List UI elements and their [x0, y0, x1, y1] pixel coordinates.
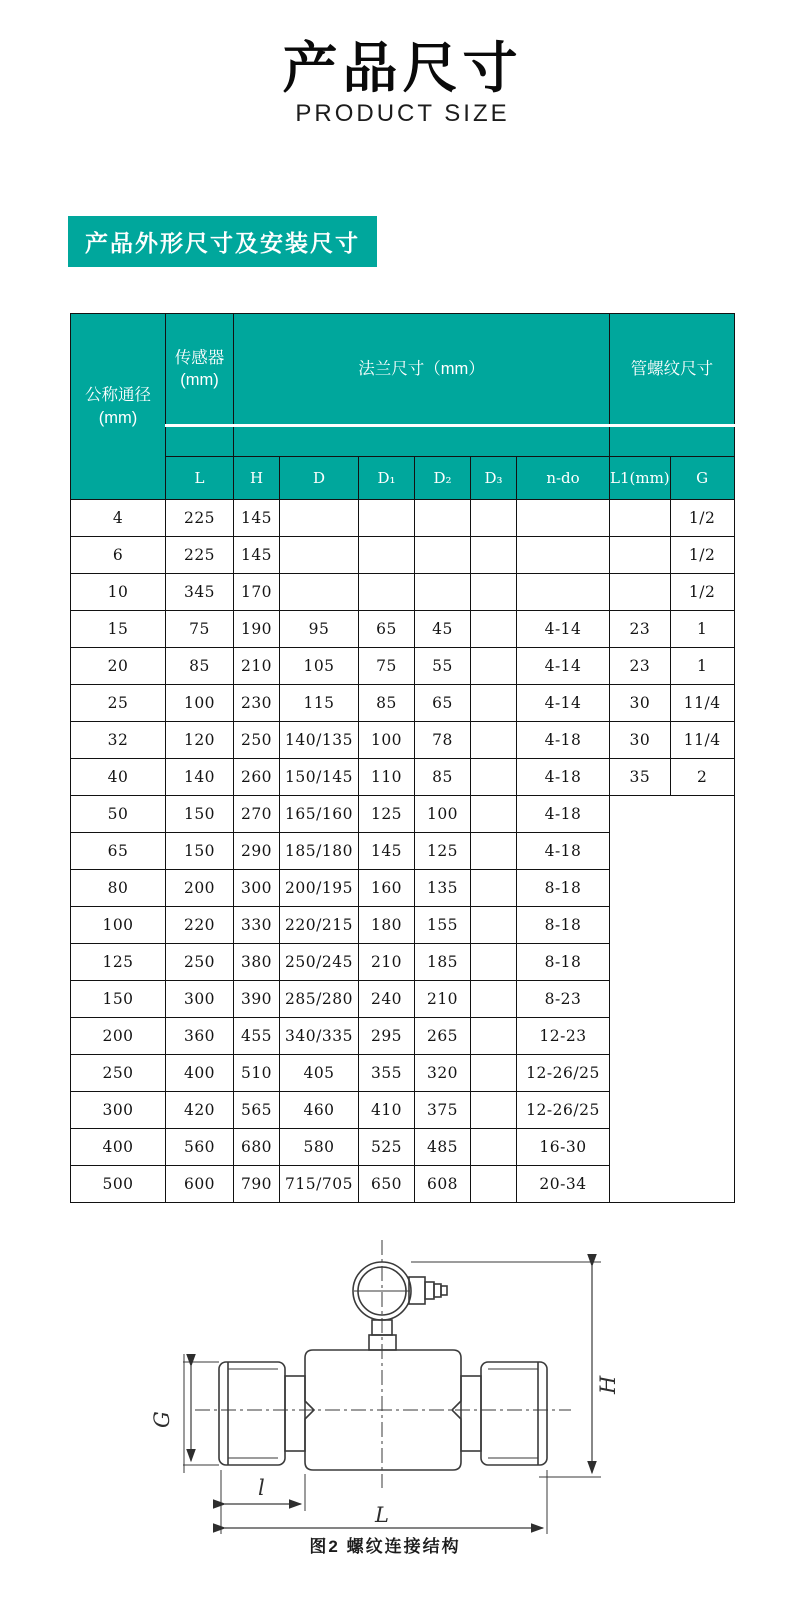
table-cell: 410: [359, 1092, 415, 1129]
header-sensor-label: 传感器: [174, 348, 225, 367]
table-cell: 4-18: [517, 833, 610, 870]
table-cell: 220: [166, 907, 234, 944]
table-cell: 100: [415, 796, 471, 833]
table-cell: 185: [415, 944, 471, 981]
table-cell: 380: [234, 944, 280, 981]
table-cell: 30: [610, 685, 671, 722]
table-cell: 150: [166, 796, 234, 833]
header-flange-group: 法兰尺寸（mm）: [234, 314, 610, 426]
table-cell: [610, 537, 671, 574]
table-cell: 10: [71, 574, 166, 611]
table-cell: 12-26/25: [517, 1055, 610, 1092]
table-cell: 230: [234, 685, 280, 722]
table-cell: 4-18: [517, 796, 610, 833]
table-cell: 11/4: [670, 685, 734, 722]
table-cell: 8-18: [517, 944, 610, 981]
table-cell: 100: [71, 907, 166, 944]
table-cell: 95: [280, 611, 359, 648]
table-spacer-row: [71, 426, 735, 457]
spacer-cell: [234, 426, 610, 457]
table-cell: [471, 1166, 517, 1203]
column-header-D1: D₁: [359, 457, 415, 500]
table-cell: 600: [166, 1166, 234, 1203]
table-cell: 330: [234, 907, 280, 944]
table-cell: 405: [280, 1055, 359, 1092]
table-cell: 210: [415, 981, 471, 1018]
table-cell: 85: [415, 759, 471, 796]
table-cell: 165/160: [280, 796, 359, 833]
table-cell: 50: [71, 796, 166, 833]
table-cell: 265: [415, 1018, 471, 1055]
left-nipple: [285, 1376, 305, 1451]
table-cell: 100: [359, 722, 415, 759]
table-cell: 270: [234, 796, 280, 833]
table-cell: [415, 537, 471, 574]
table-cell: 250: [166, 944, 234, 981]
table-cell: 140: [166, 759, 234, 796]
table-cell: 1/2: [670, 537, 734, 574]
table-cell: 355: [359, 1055, 415, 1092]
table-cell: 190: [234, 611, 280, 648]
table-cell: 225: [166, 537, 234, 574]
header-nominal-diameter-label: 公称通径: [85, 386, 151, 405]
table-row: [71, 685, 735, 722]
flow-meter-diagram: [143, 1232, 623, 1562]
table-cell: 8-23: [517, 981, 610, 1018]
table-cell: 150: [71, 981, 166, 1018]
table-cell: 200: [71, 1018, 166, 1055]
table-cell: 1: [670, 648, 734, 685]
table-cell: [359, 500, 415, 537]
table-cell: [471, 722, 517, 759]
table-cell: 115: [280, 685, 359, 722]
table-cell: 250: [234, 722, 280, 759]
table-cell: 150: [166, 833, 234, 870]
table-cell: 32: [71, 722, 166, 759]
table-cell: [610, 500, 671, 537]
table-cell: [517, 500, 610, 537]
table-cell: 790: [234, 1166, 280, 1203]
column-header-n-do: n-do: [517, 457, 610, 500]
table-cell: 210: [359, 944, 415, 981]
table-cell: 650: [359, 1166, 415, 1203]
right-nipple: [461, 1376, 481, 1451]
table-cell: 45: [415, 611, 471, 648]
table-cell: 295: [359, 1018, 415, 1055]
table-cell: 360: [166, 1018, 234, 1055]
table-cell: 200/195: [280, 870, 359, 907]
table-cell: [517, 537, 610, 574]
dim-label-l: l: [258, 1476, 265, 1500]
table-cell: 455: [234, 1018, 280, 1055]
table-cell: 400: [71, 1129, 166, 1166]
table-cell: 4-14: [517, 611, 610, 648]
table-cell: 250/245: [280, 944, 359, 981]
table-cell: 250: [71, 1055, 166, 1092]
table-row: [71, 722, 735, 759]
table-cell: [471, 907, 517, 944]
table-cell: 160: [359, 870, 415, 907]
table-cell: 220/215: [280, 907, 359, 944]
merged-empty-cell: [610, 796, 735, 1203]
table-cell: 185/180: [280, 833, 359, 870]
table-cell: 420: [166, 1092, 234, 1129]
column-header-D3: D₃: [471, 457, 517, 500]
table-cell: 12-23: [517, 1018, 610, 1055]
right-threaded-fitting: [481, 1362, 547, 1465]
table-cell: [471, 1055, 517, 1092]
table-cell: 170: [234, 574, 280, 611]
table-cell: [471, 685, 517, 722]
table-cell: [471, 574, 517, 611]
column-header-D2: D₂: [415, 457, 471, 500]
table-cell: 560: [166, 1129, 234, 1166]
table-cell: 65: [359, 611, 415, 648]
table-cell: 150/145: [280, 759, 359, 796]
table-cell: 25: [71, 685, 166, 722]
table-cell: 65: [71, 833, 166, 870]
table-cell: 80: [71, 870, 166, 907]
table-cell: 15: [71, 611, 166, 648]
table-row: [71, 500, 735, 537]
table-cell: 565: [234, 1092, 280, 1129]
table-cell: 460: [280, 1092, 359, 1129]
table-cell: 145: [234, 500, 280, 537]
column-header-D: D: [280, 457, 359, 500]
table-cell: [415, 574, 471, 611]
table-cell: 40: [71, 759, 166, 796]
table-cell: [471, 1092, 517, 1129]
table-cell: 8-18: [517, 870, 610, 907]
table-cell: 140/135: [280, 722, 359, 759]
table-cell: 6: [71, 537, 166, 574]
figure-threaded-connection: [143, 1232, 627, 1562]
table-cell: 225: [166, 500, 234, 537]
table-cell: 145: [234, 537, 280, 574]
table-cell: [471, 648, 517, 685]
header-sensor-unit: (mm): [180, 371, 219, 389]
table-cell: 525: [359, 1129, 415, 1166]
table-cell: 390: [234, 981, 280, 1018]
table-cell: 4-18: [517, 722, 610, 759]
table-cell: [471, 981, 517, 1018]
table-cell: 11/4: [670, 722, 734, 759]
table-cell: [415, 500, 471, 537]
table-cell: 715/705: [280, 1166, 359, 1203]
table-cell: 35: [610, 759, 671, 796]
table-cell: 260: [234, 759, 280, 796]
table-cell: [280, 537, 359, 574]
table-cell: 300: [71, 1092, 166, 1129]
table-cell: [471, 500, 517, 537]
table-cell: 580: [280, 1129, 359, 1166]
table-cell: 500: [71, 1166, 166, 1203]
table-cell: 145: [359, 833, 415, 870]
table-cell: 320: [415, 1055, 471, 1092]
table-cell: 400: [166, 1055, 234, 1092]
table-cell: 125: [415, 833, 471, 870]
table-cell: [471, 1018, 517, 1055]
table-cell: 240: [359, 981, 415, 1018]
table-cell: 4-14: [517, 648, 610, 685]
table-cell: 155: [415, 907, 471, 944]
table-cell: [471, 537, 517, 574]
column-header-L1: L1(mm): [610, 457, 671, 500]
header-nominal-diameter: [71, 314, 166, 500]
table-cell: 375: [415, 1092, 471, 1129]
table-cell: 23: [610, 648, 671, 685]
table-cell: 180: [359, 907, 415, 944]
table-cell: 290: [234, 833, 280, 870]
table-cell: [471, 1129, 517, 1166]
table-row: [71, 648, 735, 685]
page-title: 产品尺寸: [282, 37, 523, 99]
table-row: [71, 574, 735, 611]
table-cell: 78: [415, 722, 471, 759]
figure-caption: 图2 螺纹连接结构: [309, 1537, 461, 1556]
table-cell: 85: [359, 685, 415, 722]
table-cell: 485: [415, 1129, 471, 1166]
table-column-header-row: [71, 457, 735, 500]
table-cell: 30: [610, 722, 671, 759]
table-cell: 75: [166, 611, 234, 648]
dim-label-L: L: [375, 1503, 389, 1527]
dim-label-h: H: [596, 1375, 620, 1394]
table-cell: [517, 574, 610, 611]
page-subtitle: PRODUCT SIZE: [295, 100, 510, 127]
table-cell: 110: [359, 759, 415, 796]
table-cell: 100: [166, 685, 234, 722]
table-cell: 75: [359, 648, 415, 685]
dimension-table: [70, 313, 735, 1203]
dimension-table-wrapper: [70, 313, 735, 1203]
table-cell: 125: [71, 944, 166, 981]
table-cell: 2: [670, 759, 734, 796]
table-cell: 210: [234, 648, 280, 685]
table-cell: [471, 870, 517, 907]
table-row: [71, 611, 735, 648]
table-cell: 20: [71, 648, 166, 685]
table-cell: 8-18: [517, 907, 610, 944]
section-banner: 产品外形尺寸及安装尺寸: [68, 216, 377, 267]
table-cell: 300: [166, 981, 234, 1018]
table-cell: 345: [166, 574, 234, 611]
column-header-H: H: [234, 457, 280, 500]
spacer-cell: [610, 426, 735, 457]
table-cell: [471, 611, 517, 648]
table-cell: 510: [234, 1055, 280, 1092]
table-cell: 12-26/25: [517, 1092, 610, 1129]
column-header-G: G: [670, 457, 734, 500]
table-cell: [471, 796, 517, 833]
table-cell: [359, 537, 415, 574]
table-cell: [471, 944, 517, 981]
spacer-cell: [166, 426, 234, 457]
table-row: [71, 796, 735, 833]
table-cell: 135: [415, 870, 471, 907]
table-cell: [280, 574, 359, 611]
column-header-L: L: [166, 457, 234, 500]
table-row: [71, 759, 735, 796]
table-cell: 1/2: [670, 500, 734, 537]
table-cell: [280, 500, 359, 537]
table-cell: 680: [234, 1129, 280, 1166]
header-thread-group: 管螺纹尺寸: [610, 314, 735, 426]
table-cell: [471, 833, 517, 870]
header-sensor-group: [166, 314, 234, 426]
table-cell: 285/280: [280, 981, 359, 1018]
table-cell: 4: [71, 500, 166, 537]
table-cell: 300: [234, 870, 280, 907]
table-cell: 120: [166, 722, 234, 759]
table-cell: 125: [359, 796, 415, 833]
header-nominal-diameter-unit: (mm): [98, 408, 138, 427]
table-cell: 65: [415, 685, 471, 722]
table-cell: 85: [166, 648, 234, 685]
left-threaded-fitting: [219, 1362, 285, 1465]
table-cell: 1/2: [670, 574, 734, 611]
table-row: [71, 537, 735, 574]
table-cell: [359, 574, 415, 611]
dim-label-g: G: [150, 1411, 174, 1428]
table-cell: 340/335: [280, 1018, 359, 1055]
table-cell: 105: [280, 648, 359, 685]
table-cell: 23: [610, 611, 671, 648]
table-cell: 4-18: [517, 759, 610, 796]
table-cell: 608: [415, 1166, 471, 1203]
table-cell: 20-34: [517, 1166, 610, 1203]
table-cell: 16-30: [517, 1129, 610, 1166]
table-cell: 55: [415, 648, 471, 685]
table-cell: 4-14: [517, 685, 610, 722]
table-cell: 200: [166, 870, 234, 907]
table-cell: [610, 574, 671, 611]
table-cell: 1: [670, 611, 734, 648]
table-cell: [471, 759, 517, 796]
table-group-header-row: [71, 314, 735, 426]
